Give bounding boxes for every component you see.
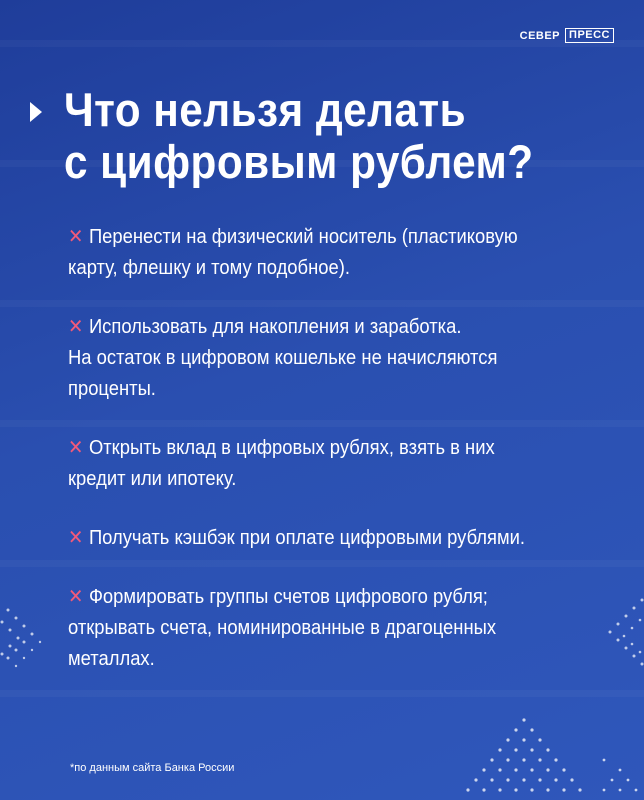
- cross-icon: ✕: [68, 226, 84, 248]
- chevron-dots-decoration: [0, 600, 60, 680]
- list-item: [68, 433, 565, 495]
- title-line1: Что нельзя делать: [64, 83, 467, 136]
- play-triangle-icon: [30, 102, 42, 122]
- prohibited-list: [68, 222, 565, 703]
- list-item: [68, 523, 565, 554]
- item-text: Формировать группы счетов цифрового рубля;: [88, 586, 488, 608]
- item-text: кредит или ипотеку.: [68, 468, 237, 490]
- chevron-dots-decoration: [584, 590, 644, 680]
- item-text: металлах.: [68, 648, 155, 670]
- item-text: Перенести на физический носитель (пластиковую: [88, 226, 518, 248]
- item-text: Получать кэшбэк при оплате цифровыми рублями.: [88, 527, 526, 549]
- list-item: [68, 312, 565, 405]
- item-text: проценты.: [68, 378, 156, 400]
- list-item: [68, 222, 565, 284]
- title-block: [30, 84, 586, 188]
- cross-icon: ✕: [68, 316, 84, 338]
- item-text: Использовать для накопления и заработка.: [88, 316, 462, 338]
- brand-part1: СЕВЕР: [519, 29, 561, 42]
- list-item: [68, 582, 565, 675]
- cross-icon: ✕: [68, 437, 84, 459]
- triangle-dots-decoration: [444, 712, 644, 800]
- page-title: [64, 84, 534, 188]
- brand-logo: [520, 28, 614, 43]
- item-text: На остаток в цифровом кошельке не начисляются: [68, 347, 498, 369]
- brand-part2: ПРЕСС: [565, 28, 614, 43]
- footnote: *по данным сайта Банка России: [70, 762, 235, 774]
- cross-icon: ✕: [68, 527, 84, 549]
- item-text: Открыть вклад в цифровых рублях, взять в них: [88, 437, 495, 459]
- title-line2: с цифровым рублем?: [64, 135, 534, 188]
- item-text: открывать счета, номинированные в драгоценных: [68, 617, 497, 639]
- cross-icon: ✕: [68, 586, 84, 608]
- item-text: карту, флешку и тому подобное).: [68, 257, 350, 279]
